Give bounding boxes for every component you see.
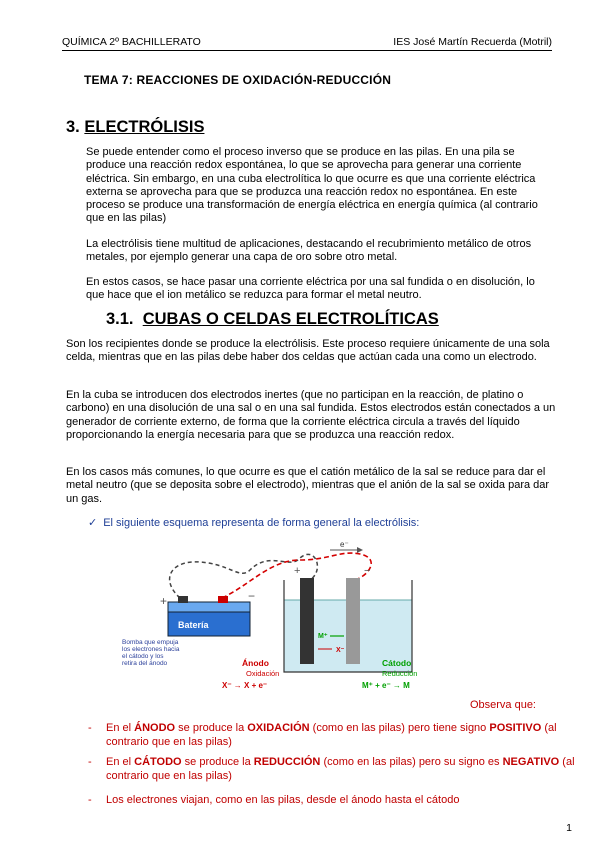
header-school: IES José Martín Recuerda (Motril) xyxy=(393,36,552,48)
cathode-reaction: M⁺ + e⁻ → M xyxy=(362,681,410,690)
anion-label: X⁻ xyxy=(336,647,345,654)
section-heading xyxy=(66,118,204,137)
cathode-electrode xyxy=(346,578,360,664)
sub-paragraph-1: Son los recipientes donde se produce la electrólisis. Este proceso requiere únicamente de una sola celda, mientras que en las pilas debe haber dos celdas que actúan cada una como un electrodo. xyxy=(66,338,550,364)
intro-paragraph-2: La electrólisis tiene multitud de aplicaciones, destacando el recubrimiento metálico de otros metales, por ejemplo generar una capa de oro sobre otro metal. xyxy=(86,238,532,264)
pump-note-line-4: retira del ánodo xyxy=(122,660,168,667)
sub-paragraph-2: En la cuba se introducen dos electrodos inertes (que no participan en la reacción, de platino o carbono) en una disolución de una sal o en una sal fundida. Estos electrodos están conectados a un generador de corriente externo, de forma que la corriente eléctrica circula a través del líquido proporcionando la energía necesaria para que se produzca una reacción redox. xyxy=(66,389,556,441)
battery-minus-sign: − xyxy=(248,589,256,603)
cathode-process: Reducción xyxy=(382,669,418,678)
subsection-number: 3.1. xyxy=(106,310,134,328)
header-course: QUÍMICA 2º BACHILLERATO xyxy=(62,36,201,48)
battery-terminal-plus xyxy=(178,596,188,603)
check-line-text: El siguiente esquema representa de forma general la electrólisis: xyxy=(103,517,420,529)
page-header xyxy=(62,36,552,51)
check-line xyxy=(88,516,419,529)
cathode-title: Cátodo xyxy=(382,658,412,668)
electron-label: e⁻ xyxy=(340,540,349,549)
anode-electrode xyxy=(300,578,314,664)
section-title: ELECTRÓLISIS xyxy=(84,118,205,136)
anode-title: Ánodo xyxy=(242,658,269,668)
pump-note-line-3: el cátodo y los xyxy=(122,653,164,660)
section-number: 3. xyxy=(66,118,80,136)
pump-note xyxy=(122,639,180,667)
anode-process: Oxidación xyxy=(246,669,280,678)
anode-plus-sign: + xyxy=(294,565,301,577)
subsection-heading xyxy=(106,310,439,329)
anode-reaction: X⁻ → X + e⁻ xyxy=(222,681,268,690)
pump-note-line-1: Bomba que empuja xyxy=(122,639,179,646)
intro-paragraph-1: Se puede entender como el proceso inverso que se produce en las pilas. En una pila se produce una reacción redox espontánea, lo que se aprovecha para generar una corriente eléctrica. Sin embargo, en una cuba electrolítica lo que ocurre es que una corriente eléctrica externa se aprovecha para que se produzca una reacción redox no espontánea. En este proceso se produce una transformación de energía eléctrica en energía química (al contrario que en las pilas) xyxy=(86,146,538,225)
topic-title: TEMA 7: REACCIONES DE OXIDACIÓN-REDUCCIÓN xyxy=(84,73,392,87)
battery-terminal-minus xyxy=(218,596,228,603)
battery-label: Batería xyxy=(178,620,209,630)
electrolysis-diagram xyxy=(100,540,460,692)
observa-note: Observa que: xyxy=(469,699,536,711)
cation-label: M⁺ xyxy=(318,633,328,640)
checkmark-icon: ✓ xyxy=(88,517,98,529)
sub-paragraph-3: En los casos más comunes, lo que ocurre es que el catión metálico de la sal se reduce para dar el metal neutro (que se deposita sobre el electrodo), mientras que el anión de la sal se oxida para dar un gas. xyxy=(66,466,550,505)
page-number: 1 xyxy=(566,822,572,834)
battery-plus-sign: + xyxy=(160,594,168,608)
cathode-minus-sign: − xyxy=(364,565,371,577)
subsection-title: CUBAS O CELDAS ELECTROLÍTICAS xyxy=(142,310,439,328)
pump-note-line-2: los electrones hacia xyxy=(122,646,180,653)
battery-top xyxy=(168,602,250,612)
intro-paragraph-3: En estos casos, se hace pasar una corriente eléctrica por una sal fundida o en disolución, lo que hace que el ion metálico se reduzca para formar el metal neutro. xyxy=(86,276,535,302)
